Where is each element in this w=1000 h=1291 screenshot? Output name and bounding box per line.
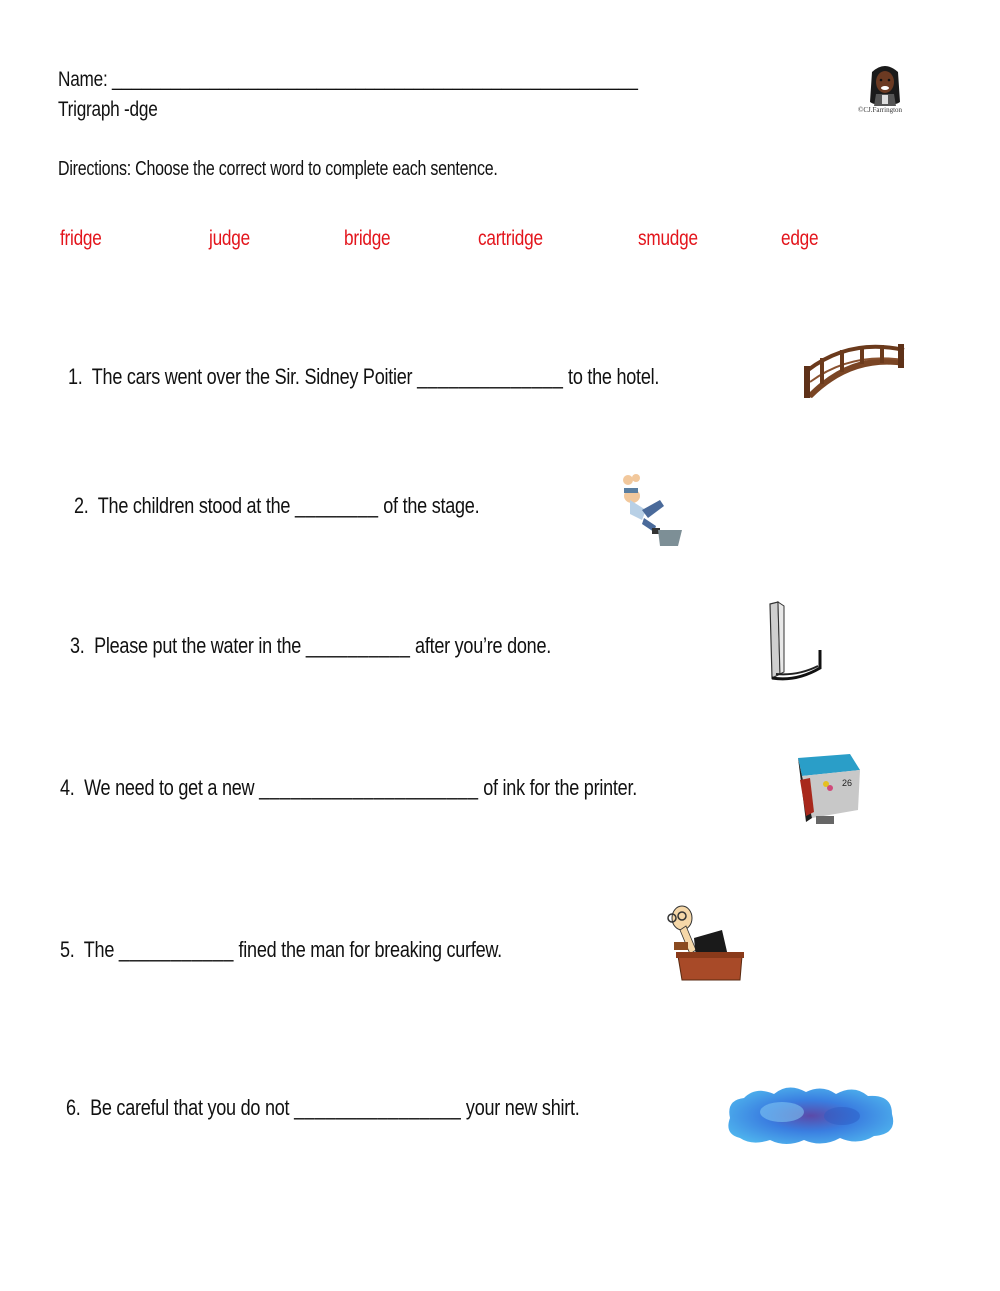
- word-bank-item: cartridge: [478, 227, 543, 250]
- answer-blank[interactable]: ___________: [118, 937, 234, 962]
- question-text-before: We need to get a new: [84, 775, 255, 800]
- question-number: 3.: [70, 633, 85, 658]
- avatar-caption: ©CJ.Farrington: [858, 106, 903, 114]
- question-1: [68, 364, 659, 390]
- question-2: [74, 493, 479, 519]
- bridge-icon: [800, 340, 910, 400]
- answer-blank[interactable]: __________: [305, 633, 411, 658]
- question-text-after: to the hotel.: [568, 364, 660, 389]
- question-text-before: The children stood at the: [97, 493, 291, 518]
- question-text-after: your new shirt.: [465, 1095, 580, 1120]
- question-text-after: of the stage.: [383, 493, 480, 518]
- question-text-before: The: [83, 937, 115, 962]
- name-field-line: [58, 68, 638, 92]
- word-bank-item: fridge: [60, 227, 102, 250]
- edge-icon: [612, 470, 684, 546]
- question-number: 4.: [60, 775, 75, 800]
- question-number: 5.: [60, 937, 75, 962]
- answer-blank[interactable]: _____________________: [259, 775, 479, 800]
- worksheet-title: Trigraph -dge: [58, 98, 158, 121]
- author-avatar: [858, 62, 912, 118]
- directions-text: Directions: Choose the correct word to complete each sentence.: [58, 158, 498, 180]
- smudge-icon: [722, 1078, 898, 1148]
- answer-blank[interactable]: ________: [294, 493, 379, 518]
- question-text-after: fined the man for breaking curfew.: [238, 937, 502, 962]
- question-number: 2.: [74, 493, 89, 518]
- name-label: Name:: [58, 68, 108, 91]
- word-bank-item: judge: [209, 227, 250, 250]
- judge-icon: [660, 900, 748, 982]
- question-number: 6.: [66, 1095, 81, 1120]
- answer-blank[interactable]: ______________: [417, 364, 564, 389]
- question-5: [60, 937, 502, 963]
- cartridge-icon: [790, 752, 864, 828]
- word-bank-item: edge: [781, 227, 819, 250]
- question-text-after: after you’re done.: [415, 633, 552, 658]
- question-text-after: of ink for the printer.: [483, 775, 637, 800]
- question-text-before: Please put the water in the: [94, 633, 302, 658]
- word-bank-item: bridge: [344, 227, 391, 250]
- fridge-icon: [766, 600, 824, 682]
- question-text-before: The cars went over the Sir. Sidney Poitier: [91, 364, 413, 389]
- name-blank[interactable]: ______________________________________________________: [112, 68, 639, 91]
- question-4: [60, 775, 637, 801]
- word-bank-item: smudge: [638, 227, 698, 250]
- svg-text:26: 26: [842, 778, 853, 788]
- question-number: 1.: [68, 364, 83, 389]
- question-text-before: Be careful that you do not: [90, 1095, 290, 1120]
- answer-blank[interactable]: ________________: [294, 1095, 462, 1120]
- question-6: [66, 1095, 580, 1121]
- question-3: [70, 633, 551, 659]
